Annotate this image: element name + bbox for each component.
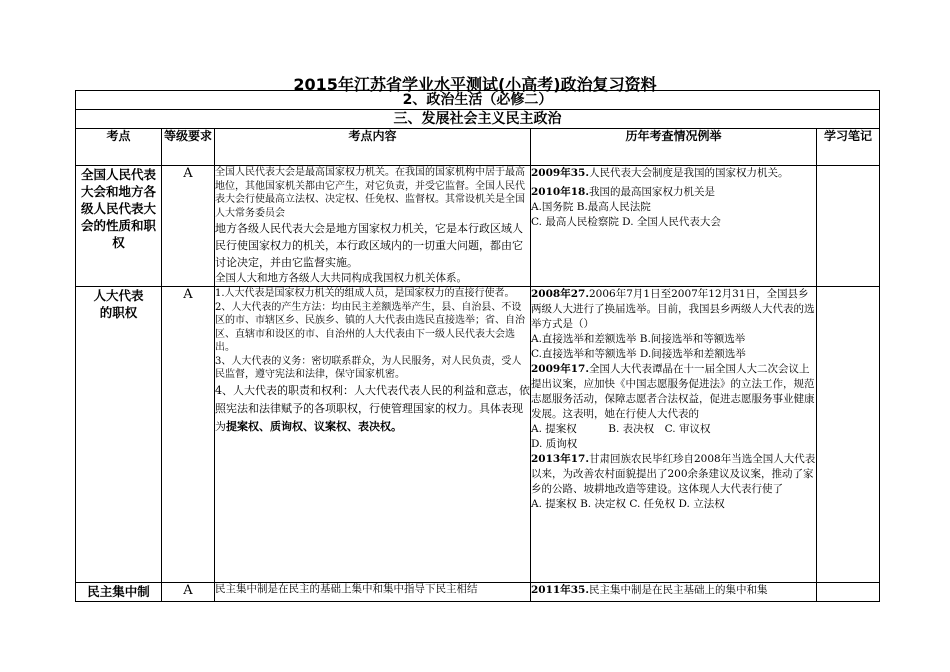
topic-text: 人大代表的职权 <box>93 288 144 320</box>
exam-cell <box>531 166 817 287</box>
exam-option: A. 提案权 B. 表决权 C. 审议权 <box>531 423 711 435</box>
exam-text: 民主集中制是在民主基础上的集中和集 <box>589 584 768 596</box>
duty-powers: 提案权、质询权、议案权、表决权。 <box>226 419 402 433</box>
exam-cell <box>531 287 817 583</box>
table-row <box>76 166 880 287</box>
exam-item <box>531 452 816 497</box>
exam-option: A. 提案权 B. 决定权 C. 任免权 D. 立法权 <box>531 498 725 510</box>
exam-option: A.直接选举和差额选举 B.间接选举和等额选举 <box>531 333 746 345</box>
exam-text: 甘肃回族农民毕红珍自2008年当选全国人大代表以来，为改善农村面貌提出了200余条建议及议案，推动了家乡的公路、坡耕地改造等建设。这体现人大代表行使了 <box>531 453 816 495</box>
document-title: 2015年江苏省学业水平测试(小高考)政治复习资料 <box>293 75 657 94</box>
exam-option: D. 质询权 <box>531 438 578 450</box>
topic-text: 全国人民代表大会和地方各级人民代表大会的性质和职权 <box>80 167 156 250</box>
exam-item <box>531 166 816 181</box>
notes-cell[interactable] <box>817 166 880 287</box>
exam-year: 2011年35. <box>531 584 589 596</box>
header-level: 等级要求 <box>162 129 215 166</box>
header-row <box>76 129 880 166</box>
exam-cell <box>531 583 817 602</box>
exam-option: C. 最高人民检察院 D. 全国人民代表大会 <box>531 216 721 228</box>
content-paragraph: 全国人民代表大会是最高国家权力机关。在我国的国家机构中居于最高地位，其他国家机关都由它产生，对它负责，并受它监督。全国人民代表大会行使最高立法权、决定权、任免权、监督权。其常设机关是全国人大常务委员会 <box>215 167 525 219</box>
header-notes: 学习笔记 <box>817 129 880 166</box>
exam-option: A.国务院 B.最高人民法院 <box>531 201 651 213</box>
exam-option: C.直接选举和等额选举 D.间接选举和差额选举 <box>531 348 746 360</box>
exam-item <box>531 287 816 332</box>
level-cell: A <box>162 166 215 287</box>
content-paragraph: 2、人大代表的产生方法：均由民主差额选举产生，县、自治县、不设区的市、市辖区乡、民族乡、镇的人大代表由选民直接选举；省、自治区、直辖市和设区的市、自治州的人大代表由下一级人民代表大会选出。 <box>215 301 525 353</box>
exam-year: 2009年35. <box>531 167 589 179</box>
notes-cell[interactable] <box>817 583 880 602</box>
table-row <box>76 287 880 583</box>
exam-year: 2009年17. <box>531 363 589 375</box>
table-row <box>76 583 880 602</box>
exam-text: 全国人大代表谭晶在十一届全国人大二次会议上提出议案，应加快《中国志愿服务促进法》的立法工作，规范志愿服务活动，保障志愿者合法权益，促进志愿服务事业健康发展。这表明，她在行使人大代表的 <box>531 363 815 420</box>
header-exam: 历年考查情况例举 <box>531 129 817 166</box>
content-paragraph <box>215 382 530 436</box>
notes-cell[interactable] <box>817 287 880 583</box>
review-table <box>75 90 880 602</box>
topic-cell <box>76 287 162 583</box>
unit-title: 三、发展社会主义民主政治 <box>76 110 880 129</box>
duty-text: 4、人大代表的职责和权利：人大代表代表人民的利益和意志，依照宪法和法律赋予的各项职权，行使管理国家的权力。具体表现为 <box>215 383 530 433</box>
content-paragraph: 1.人大代表是国家权力机关的组成人员，是国家权力的直接行使者。 <box>215 288 515 299</box>
exam-text: 我国的最高国家权力机关是 <box>589 186 715 198</box>
topic-cell <box>76 166 162 287</box>
content-paragraph: 3、人大代表的义务：密切联系群众，为人民服务，对人民负责，受人民监督，遵守宪法和法律，保守国家机密。 <box>215 355 522 380</box>
exam-item <box>531 362 816 422</box>
content-cell <box>215 166 531 287</box>
level-cell: A <box>162 287 215 583</box>
content-paragraph: 地方各级人民代表大会是地方国家权力机关，它是本行政区域人民行使国家权力的机关，本行政区域内的一切重大问题，都由它讨论决定，并由它监督实施。 <box>215 222 523 269</box>
exam-year: 2008年27. <box>531 288 589 300</box>
header-topic: 考点 <box>76 129 162 166</box>
header-content: 考点内容 <box>215 129 531 166</box>
section-title: 2、政治生活（必修二） <box>76 91 880 110</box>
content-paragraph: 全国人大和地方各级人大共同构成我国权力机关体系。 <box>215 272 467 284</box>
exam-text: 人民代表大会制度是我国的国家权力机关。 <box>589 167 789 179</box>
level-cell: A <box>162 583 215 602</box>
exam-item <box>531 185 816 200</box>
content-cell <box>215 287 531 583</box>
exam-year: 2010年18. <box>531 186 589 198</box>
topic-cell: 民主集中制 <box>76 583 162 602</box>
exam-text: 2006年7月1日至2007年12月31日，全国县乡两级人大进行了换届选举。目前，我国县乡两级人大代表的选举方式是（） <box>531 288 815 330</box>
exam-year: 2013年17. <box>531 453 589 465</box>
content-cell: 民主集中制是在民主的基础上集中和集中指导下民主相结 <box>215 583 531 602</box>
